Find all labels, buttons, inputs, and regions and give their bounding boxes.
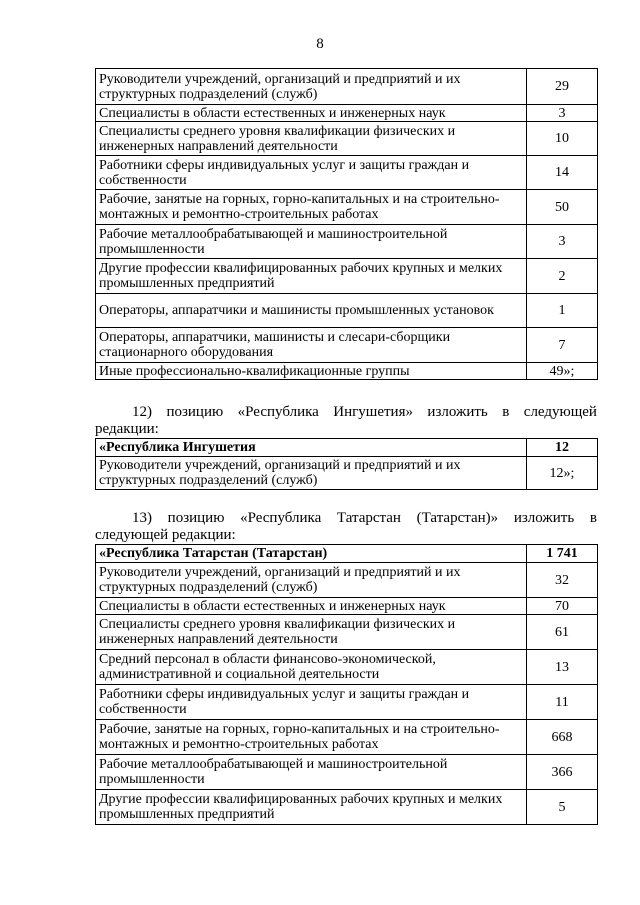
table-header-row: [96, 545, 598, 563]
occupation-count: 3: [527, 105, 598, 122]
paragraph-13: [95, 510, 597, 544]
paragraph-word: (Татарстан)»: [416, 510, 499, 526]
table-row: [96, 615, 598, 650]
occupation-label: Руководители учреждений, организаций и предприятий и их структурных подразделений (служб): [96, 563, 527, 598]
table-row: [96, 363, 598, 380]
occupation-label: Другие профессии квалифицированных рабочих крупных и мелких промышленных предприятий: [96, 259, 527, 294]
paragraph-word: изложить: [427, 404, 488, 420]
table-row: [96, 563, 598, 598]
table-row: [96, 650, 598, 685]
paragraph-word: «Республика: [240, 510, 322, 526]
paragraph-13-line2: следующей редакции:: [95, 527, 236, 543]
paragraph-word: в: [589, 510, 597, 526]
occupation-count: 29: [527, 69, 598, 105]
occupation-label: Руководители учреждений, организаций и предприятий и их структурных подразделений (служб): [96, 69, 527, 105]
occupation-label: Другие профессии квалифицированных рабочих крупных и мелких промышленных предприятий: [96, 790, 527, 825]
occupation-label: Рабочие, занятые на горных, горно-капитальных и на строительно-монтажных и ремонтно-строительных работах: [96, 720, 527, 755]
occupation-label: Специалисты в области естественных и инженерных наук: [96, 598, 527, 615]
table-row: [96, 69, 598, 105]
occupation-count: 3: [527, 225, 598, 259]
ingushetia-table: [95, 438, 598, 490]
occupation-count: 1: [527, 294, 598, 328]
occupation-label: Рабочие, занятые на горных, горно-капитальных и на строительно-монтажных и ремонтно-строительных работах: [96, 190, 527, 225]
occupation-count: 70: [527, 598, 598, 615]
table-row: [96, 328, 598, 363]
table-row: [96, 259, 598, 294]
occupation-count: 11: [527, 685, 598, 720]
paragraph-12: [95, 404, 597, 438]
table-row: [96, 294, 598, 328]
occupation-label: Рабочие металлообрабатывающей и машиностроительной промышленности: [96, 225, 527, 259]
occupation-label: Специалисты в области естественных и инженерных наук: [96, 105, 527, 122]
occupation-label: Руководители учреждений, организаций и предприятий и их структурных подразделений (служб): [96, 457, 527, 490]
paragraph-word: 13): [132, 510, 152, 526]
paragraph-word: «Республика: [237, 404, 319, 420]
table-row: [96, 598, 598, 615]
table-row: [96, 790, 598, 825]
paragraph-word: позицию: [166, 404, 224, 420]
occupation-count: 14: [527, 156, 598, 190]
table-row: [96, 755, 598, 790]
paragraph-word: позицию: [167, 510, 225, 526]
occupation-count: 50: [527, 190, 598, 225]
occupation-count: 1 741: [527, 545, 598, 563]
paragraph-word: в: [502, 404, 510, 420]
occupation-count: 7: [527, 328, 598, 363]
paragraph-12-line2: редакции:: [95, 421, 159, 437]
occupation-label: Операторы, аппаратчики и машинисты промышленных установок: [96, 294, 527, 328]
occupation-count: 668: [527, 720, 598, 755]
table-header-row: [96, 439, 598, 457]
occupation-label: «Республика Ингушетия: [96, 439, 527, 457]
occupation-label: Работники сферы индивидуальных услуг и защиты граждан и собственности: [96, 156, 527, 190]
occupation-label: Средний персонал в области финансово-экономической, административной и социальной деятельности: [96, 650, 527, 685]
tatarstan-table: [95, 544, 598, 825]
occupation-count: 10: [527, 122, 598, 156]
occupation-count: 366: [527, 755, 598, 790]
occupation-label: Работники сферы индивидуальных услуг и защиты граждан и собственности: [96, 685, 527, 720]
occupation-count: 32: [527, 563, 598, 598]
table-row: [96, 720, 598, 755]
occupation-count: 61: [527, 615, 598, 650]
table-row: [96, 156, 598, 190]
table-row: [96, 457, 598, 490]
occupation-count: 12»;: [527, 457, 598, 490]
occupation-count: 13: [527, 650, 598, 685]
occupation-count: 12: [527, 439, 598, 457]
table-row: [96, 105, 598, 122]
occupation-label: Специалисты среднего уровня квалификации физических и инженерных направлений деятельности: [96, 122, 527, 156]
page-number: 8: [316, 36, 324, 52]
occupation-label: Иные профессионально-квалификационные группы: [96, 363, 527, 380]
occupation-label: Рабочие металлообрабатывающей и машиностроительной промышленности: [96, 755, 527, 790]
table-row: [96, 190, 598, 225]
paragraph-word: Татарстан: [336, 510, 401, 526]
occupation-count: 2: [527, 259, 598, 294]
occupation-label: Операторы, аппаратчики, машинисты и слесари-сборщики стационарного оборудования: [96, 328, 527, 363]
occupation-count: 49»;: [527, 363, 598, 380]
paragraph-word: изложить: [513, 510, 575, 526]
paragraph-word: 12): [132, 404, 152, 420]
occupation-label: «Республика Татарстан (Татарстан): [96, 545, 527, 563]
table-row: [96, 122, 598, 156]
paragraph-word: следующей: [523, 404, 597, 420]
occupation-label: Специалисты среднего уровня квалификации физических и инженерных направлений деятельности: [96, 615, 527, 650]
table-row: [96, 225, 598, 259]
occupations-table-1: [95, 68, 598, 380]
paragraph-word: Ингушетия»: [333, 404, 413, 420]
occupation-count: 5: [527, 790, 598, 825]
table-row: [96, 685, 598, 720]
